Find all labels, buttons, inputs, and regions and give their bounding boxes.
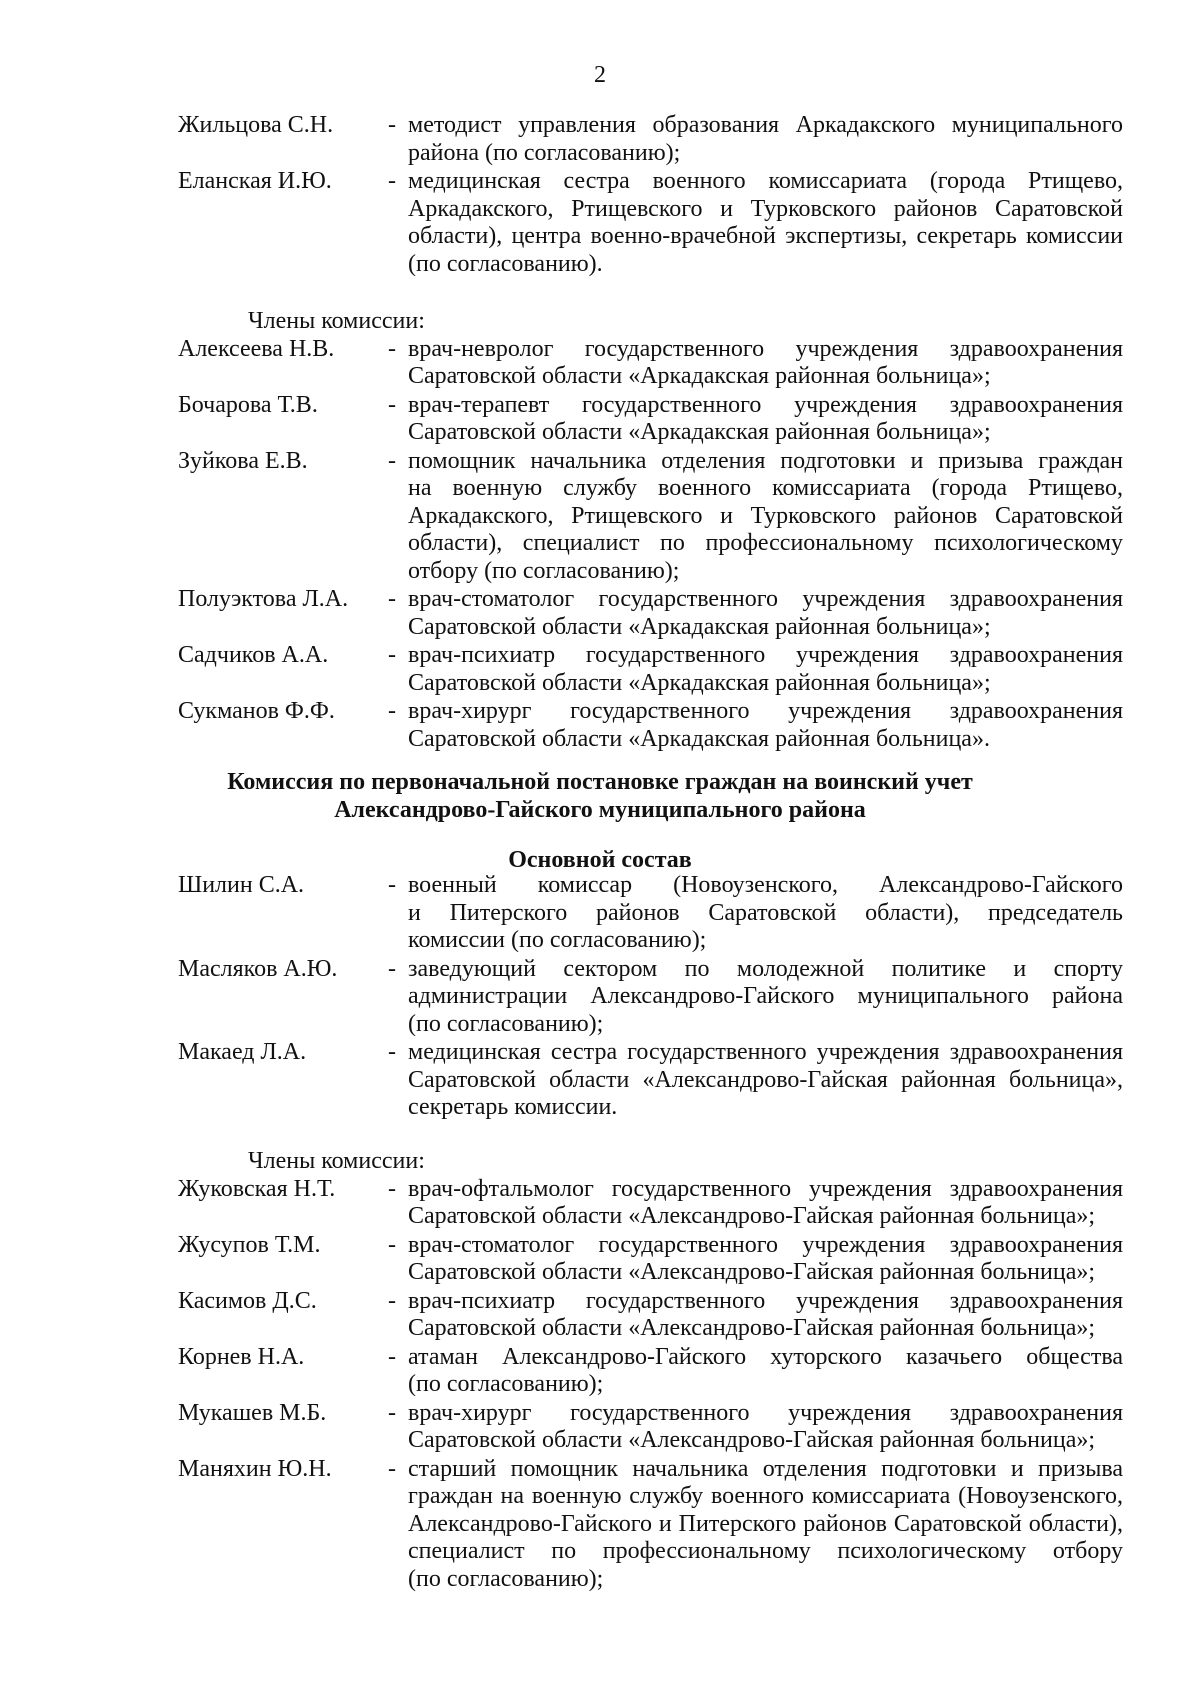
role-line: и Питерского районов Саратовской области), председатель xyxy=(408,899,1123,926)
role-line: области), специалист по профессиональному психологическому xyxy=(408,530,1123,556)
role-line: Саратовской области «Александрово-Гайская районная больница»; xyxy=(408,1427,1096,1453)
member-row xyxy=(178,168,1123,278)
role-line: района (по согласованию); xyxy=(408,139,681,166)
role-line: отбору (по согласованию); xyxy=(408,557,680,584)
dash: - xyxy=(388,1231,396,1258)
members-list xyxy=(178,336,1123,754)
role-line: области), центра военно-врачебной экспертизы, секретарь комиссии xyxy=(408,223,1123,249)
member-role xyxy=(408,1400,1123,1455)
role-line: Саратовской области «Аркадакская районная больница»; xyxy=(408,669,991,696)
role-line: (по согласованию); xyxy=(408,1010,604,1037)
member-name: Еланская И.Ю. xyxy=(178,168,332,194)
role-line: (по согласованию); xyxy=(408,1565,604,1592)
role-line: Саратовской области «Аркадакская районная больница»; xyxy=(408,363,991,389)
member-row xyxy=(178,1344,1123,1399)
member-name: Маняхин Ю.Н. xyxy=(178,1455,332,1482)
member-row xyxy=(178,1288,1123,1343)
member-role xyxy=(408,956,1123,1039)
member-role xyxy=(408,642,1123,697)
member-name: Зуйкова Е.В. xyxy=(178,447,308,474)
dash: - xyxy=(388,447,396,474)
member-role xyxy=(408,1456,1123,1594)
role-line: Саратовской области «Александрово-Гайская районная больница»; xyxy=(408,1315,1096,1341)
role-line: врач-психиатр государственного учреждения здравоохранения xyxy=(408,642,1123,668)
commission-title-line1: Комиссия по первоначальной постановке граждан на воинский учет xyxy=(227,769,973,795)
member-role xyxy=(408,448,1123,586)
role-line: старший помощник начальника отделения подготовки и призыва xyxy=(408,1455,1123,1482)
member-name: Шилин С.А. xyxy=(178,872,305,898)
role-line: Саратовской области «Аркадакская районная больница»; xyxy=(408,419,991,445)
role-line: (по согласованию). xyxy=(408,250,603,277)
member-name: Садчиков А.А. xyxy=(178,642,329,668)
commission-block-alexgai-members xyxy=(178,1148,1123,1593)
role-line: Саратовской области «Александрово-Гайская районная больница»; xyxy=(408,1203,1096,1229)
role-line: врач-стоматолог государственного учреждения здравоохранения xyxy=(408,1231,1123,1258)
commission-block-arkadak-members xyxy=(178,308,1123,753)
member-name: Мукашев М.Б. xyxy=(178,1399,327,1426)
role-line: Александрово-Гайского и Питерского районов Саратовской области), xyxy=(408,1510,1123,1537)
member-name: Полуэктова Л.А. xyxy=(178,586,349,612)
role-line: врач-офтальмолог государственного учреждения здравоохранения xyxy=(408,1175,1123,1202)
member-role xyxy=(408,586,1123,641)
role-line: Саратовской области «Аркадакская районная больница». xyxy=(408,725,990,752)
member-row xyxy=(178,448,1123,586)
role-line: медицинская сестра государственного учреждения здравоохранения xyxy=(408,1039,1123,1065)
member-role xyxy=(408,1344,1123,1399)
member-role xyxy=(408,1232,1123,1287)
role-line: врач-хирург государственного учреждения здравоохранения xyxy=(408,698,1123,724)
member-row xyxy=(178,698,1123,753)
dash: - xyxy=(388,955,396,982)
role-line: на военную службу военного комиссариата (города Ртищево, xyxy=(408,475,1123,501)
role-line: граждан на военную службу военного комиссариата (Новоузенского, xyxy=(408,1483,1123,1509)
role-line: Саратовской области «Александрово-Гайская районная больница», xyxy=(408,1066,1123,1093)
role-line: врач-психиатр государственного учреждения здравоохранения xyxy=(408,1287,1123,1314)
member-row xyxy=(178,336,1123,391)
member-name: Корнев Н.А. xyxy=(178,1343,305,1370)
dash: - xyxy=(388,642,396,668)
member-row xyxy=(178,956,1123,1039)
member-name: Жусупов Т.М. xyxy=(178,1231,321,1258)
dash: - xyxy=(388,1399,396,1426)
role-line: врач-стоматолог государственного учреждения здравоохранения xyxy=(408,586,1123,612)
member-row xyxy=(178,1232,1123,1287)
member-row xyxy=(178,1176,1123,1231)
dash: - xyxy=(388,698,396,724)
member-row xyxy=(178,112,1123,167)
role-line: врач-терапевт государственного учреждения здравоохранения xyxy=(408,391,1123,418)
member-row xyxy=(178,586,1123,641)
role-line: Саратовской области «Александрово-Гайская районная больница»; xyxy=(408,1259,1096,1285)
member-role xyxy=(408,872,1123,955)
member-name: Жуковская Н.Т. xyxy=(178,1175,336,1202)
member-role xyxy=(408,1288,1123,1343)
dash: - xyxy=(388,872,396,898)
role-line: Аркадакского, Ртищевского и Турковского районов Саратовской xyxy=(408,195,1123,222)
members-label: Члены комиссии: xyxy=(248,1148,425,1174)
member-name: Сукманов Ф.Ф. xyxy=(178,698,335,724)
member-name: Касимов Д.С. xyxy=(178,1287,317,1314)
member-name: Бочарова Т.В. xyxy=(178,391,318,418)
dash: - xyxy=(388,168,396,194)
main-composition-heading: Основной состав xyxy=(508,847,692,873)
role-line: методист управления образования Аркадакского муниципального xyxy=(408,112,1123,138)
role-line: Саратовской области «Аркадакская районная больница»; xyxy=(408,613,991,640)
role-line: атаман Александрово-Гайского хуторского казачьего общества xyxy=(408,1343,1123,1370)
role-line: секретарь комиссии. xyxy=(408,1094,618,1120)
commission-block-arkadak-main xyxy=(178,112,1123,278)
member-role xyxy=(408,168,1123,278)
dash: - xyxy=(388,1343,396,1370)
role-line: администрации Александрово-Гайского муниципального района xyxy=(408,983,1123,1009)
member-name: Жильцова С.Н. xyxy=(178,112,334,138)
member-name: Алексеева Н.В. xyxy=(178,335,335,362)
members-label: Члены комиссии: xyxy=(248,308,425,334)
member-name: Макаед Л.А. xyxy=(178,1039,307,1065)
member-row xyxy=(178,1039,1123,1122)
member-row xyxy=(178,642,1123,697)
member-role xyxy=(408,392,1123,447)
role-line: врач-невролог государственного учреждения здравоохранения xyxy=(408,335,1123,362)
dash: - xyxy=(388,1039,396,1065)
role-line: специалист по профессиональному психологическому отбору xyxy=(408,1538,1123,1564)
role-line: врач-хирург государственного учреждения здравоохранения xyxy=(408,1399,1123,1426)
role-line: заведующий сектором по молодежной политике и спорту xyxy=(408,955,1123,982)
member-row xyxy=(178,1456,1123,1594)
member-role xyxy=(408,698,1123,753)
member-role xyxy=(408,1039,1123,1122)
member-role xyxy=(408,1176,1123,1231)
page-number: 2 xyxy=(594,62,606,88)
role-line: медицинская сестра военного комиссариата (города Ртищево, xyxy=(408,168,1123,194)
dash: - xyxy=(388,391,396,418)
dash: - xyxy=(388,112,396,138)
member-role xyxy=(408,112,1123,167)
dash: - xyxy=(388,1175,396,1202)
dash: - xyxy=(388,1287,396,1314)
role-line: военный комиссар (Новоузенского, Александрово-Гайского xyxy=(408,872,1123,898)
member-role xyxy=(408,336,1123,391)
commission-block-alexgai-main xyxy=(178,872,1123,1122)
role-line: (по согласованию); xyxy=(408,1371,604,1397)
member-name: Масляков А.Ю. xyxy=(178,955,338,982)
role-line: комиссии (по согласованию); xyxy=(408,927,707,953)
dash: - xyxy=(388,335,396,362)
commission-title-line2: Александрово-Гайского муниципального района xyxy=(334,797,866,823)
members-list xyxy=(178,1176,1123,1594)
dash: - xyxy=(388,586,396,612)
role-line: помощник начальника отделения подготовки и призыва граждан xyxy=(408,447,1123,474)
dash: - xyxy=(388,1455,396,1482)
member-row xyxy=(178,1400,1123,1455)
member-row xyxy=(178,872,1123,955)
member-row xyxy=(178,392,1123,447)
role-line: Аркадакского, Ртищевского и Турковского районов Саратовской xyxy=(408,502,1123,529)
